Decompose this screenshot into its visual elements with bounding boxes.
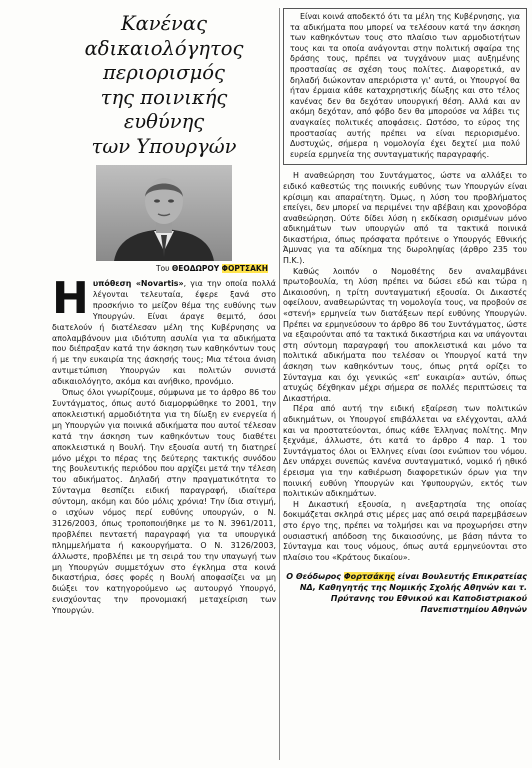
column-divider [279, 8, 280, 760]
paragraph: Καθώς λοιπόν ο Νομοθέτης δεν αναλαμβάνει πρωτοβουλία, τη λύση πρέπει να δώσει εδώ και τώρα η Δικαιοσύνη, η τρίτη συνταγματική εξουσία. Οι Δικαστές οφείλουν, αναθεωρώντας τη νομολογία τους, να προβούν σε «στενή» ερμηνεία των διατάξεων περί ευθύνης Υπουργών. Πρέπει να ερμηνεύσουν το άρθρο 86 του Συντάγματος, ώστε να εξαιρούνται από τα τακτικά δικαστήρια και να υπάγονται στη σύντομη παραγραφή του αποκλειστικά και μόνο τα πολιτικά αδικήματα που τελέσαν οι Υπουργοί κατά την άσκηση των καθηκόντων τους, όπως ρητά ορίζει το Σύνταγμα και όχι γενικώς «επ' ευκαιρία» αυτών, όπως ατυχώς δέχθηκαν μέχρι σήμερα σε πολλές περιπτώσεις τα Δικαστήρια. [283, 266, 527, 403]
paragraph: Όπως όλοι γνωρίζουμε, σύμφωνα με το άρθρο 86 του Συντάγματος, όπως αυτό διαμορφώθηκε το 2001, την αποκλειστική αρμοδιότητα για τη δίωξη εν ενεργεία ή μη Υπουργών για ποινικά αδικήματα που αυτοί τέλεσαν κατά την άσκηση των καθηκόντων τους διαθέτει αποκλειστικά η Βουλή. Την εξουσία αυτή τη διατηρεί μόνο μέχρι το πέρας της δεύτερης τακτικής συνόδου της βουλευτικής περιόδου που αρχίζει μετά την τέλεση του αδικήματος. Δηλαδή στην πραγματικότητα το Σύνταγμα θεσπίζει ειδική παραγραφή, ιδιαίτερα σύντομη, ακόμη και δύο μόλις χρόνια! Την ίδια στιγμή, ο ισχύων νόμος περί ευθύνης υπουργών, ο Ν. 3126/2003, όπως τροποποιήθηκε με το Ν. 3961/2011, προβλέπει πενταετή παραγραφή για τα υπουργικά πλημμελήματα ή κακουργήματα. Ο Ν. 3126/2003, άλλωστε, προβλέπει με τη σειρά του την υπαγωγή των μη Υπουργών συμμετόχων στο έγκλημα στα κοινά δικαστήρια, όσες φορές η Βουλή αποφασίζει να μη διώξει τον κατηγορούμενο ως αυτουργό Υπουργό, ενισχύοντας την προνομιακή μεταχείριση των Υπουργών. [52, 388, 276, 616]
left-body-text [52, 273, 276, 617]
drop-cap: Η [52, 273, 89, 324]
left-column [52, 8, 276, 617]
paragraph: Η αναθεώρηση του Συντάγματος, ώστε να αλλάξει το ειδικό καθεστώς της ποινικής ευθύνης των Υπουργών είναι κρίσιμη και απαραίτητη. Όμως, η λύση του προβλήματος επείγει, δεν μπορεί να περιμένει την αβέβαιη και χρονοβόρα αναθεώρηση. Ούτε δίδει λύση η εκδίκαση ορισμένων μόνο αδικημάτων των υπουργών από τα τακτικά ποινικά δικαστήρια, όπως πρόσφατα πρότεινε ο Υπουργός Εθνικής Άμυνας για τα αδίκημα της δωροληψίας (άρθρο 235 του Π.Κ.). [283, 171, 527, 266]
paragraph [52, 273, 276, 388]
headline-line: περιορισμός [103, 61, 225, 84]
author-bio [283, 571, 527, 615]
bio-text: Ο Θεόδωρος [286, 572, 344, 582]
byline-prefix: Του [155, 264, 170, 273]
headline-line: της ποινικής [100, 85, 228, 109]
lead-phrase: υπόθεση «Novartis» [92, 279, 184, 288]
right-column [283, 8, 527, 615]
headline-line: των Υπουργών [91, 134, 237, 158]
bio-text: είναι Βουλευτής Επικρατείας ΝΔ, Καθηγητής της Νομικής Σχολής Αθηνών και τ. Πρύτανης του Εθνικού και Καποδιστριακού Πανεπιστημίου Αθηνών [299, 572, 527, 615]
paragraph: Πέρα από αυτή την ειδική εξαίρεση των πολιτικών αδικημάτων, οι Υπουργοί επιβάλλεται να ελέγχονται, αλλά και να προστατεύονται, όπως κάθε Έλληνας πολίτης. Μην ξεχνάμε, άλλωστε, ότι κατά το άρθρο 4 παρ. 1 του Συντάγματος όλοι οι Έλληνες είναι ίσοι ενώπιον του νόμου. Δεν υπάρχει συνεπώς κανένα συνταγματικό, νομικό ή ηθικό έρεισμα για την καθιέρωση διαφορετικών όρων για την ποινική ευθύνη Υπουργών και Υφυπουργών, εκτός των πολιτικών αδικημάτων. [283, 404, 527, 499]
author-first-name: ΘΕΟΔΩΡΟΥ [171, 264, 220, 273]
author-photo [96, 165, 232, 261]
headline-line: αδικαιολόγητος [84, 36, 244, 60]
headline-line: Κανένας [121, 12, 207, 35]
headline-line: ευθύνης [123, 110, 205, 133]
bio-name: Φορτσάκης [343, 572, 395, 582]
author-last-name: ΦΟΡΤΣΑΚΗ [221, 264, 268, 273]
headline [52, 8, 276, 159]
byline [52, 264, 268, 273]
paragraph-text: , για την οποία πολλά λέγονται τελευταία, έφερε ξανά στο προσκήνιο το μείζον θέμα της ευθύνης των Υπουργών. Είναι άραγε θεμιτό, όσοι διατελούν ή διατέλεσαν μέλη της Κυβέρνησης να απολαμβάνουν μια ιδιότυπη ασυλία για τα αδικήματα που διέπραξαν κατά την άσκηση των καθηκόντων τους ή με την ευκαιρία της άσκησής τους; Μια τέτοια άνιση αντιμετώπιση Υπουργών και πολιτών συνιστά αδικαιολόγητο, ακόμα και ανήθικο, προνόμιο. [52, 279, 276, 387]
right-body-text [283, 171, 527, 563]
boxed-section [283, 8, 527, 165]
paragraph: Είναι κοινά αποδεκτό ότι τα μέλη της Κυβέρνησης, για τα αδικήματα που μπορεί να τελέσουν κατά την άσκηση των καθηκόντων τους στο πλαίσιο των αρμοδιοτήτων τους και τα οποία ανάγονται στην πολιτική σφαίρα της δράσης τους, πρέπει να τυγχάνουν μιας αυξημένης προστασίας σε σχέση τους πολίτες. Διαφορετικά, αν δηλαδή διώκονταν απεριόριστα γι' αυτά, οι Υπουργοί θα ήταν έρμαια κάθε καταχρηστικής δίωξης και στο τέλος κανένας δεν θα δεχόταν υπουργική θέση. Αλλά και αν ακόμη δεχόταν, από φόβο δεν θα μπορούσε να λάβει τις αναγκαίες πολιτικές αποφάσεις. Ωστόσο, το εύρος της προστασίας αυτής πρέπει να είναι περιορισμένο. Δυστυχώς, σήμερα η νομολογία έχει δεχτεί μια πολύ ευρεία ερμηνεία της συνταγματικής παραγραφής. [290, 12, 520, 159]
paragraph: Η Δικαστική εξουσία, η ανεξαρτησία της οποίας δοκιμάζεται σκληρά στις μέρες μας από σειρά παρεμβάσεων στο έργο της, πρέπει να τολμήσει και να προχωρήσει στην ουσιαστική απόδοση της δικαιοσύνης, με βάση πάντα το Σύνταγμα και τους νόμους, όπως αυτά ερμηνεύονται στο πλαίσιο του «Κράτους δικαίου». [283, 499, 527, 562]
author-portrait-image [96, 165, 232, 261]
